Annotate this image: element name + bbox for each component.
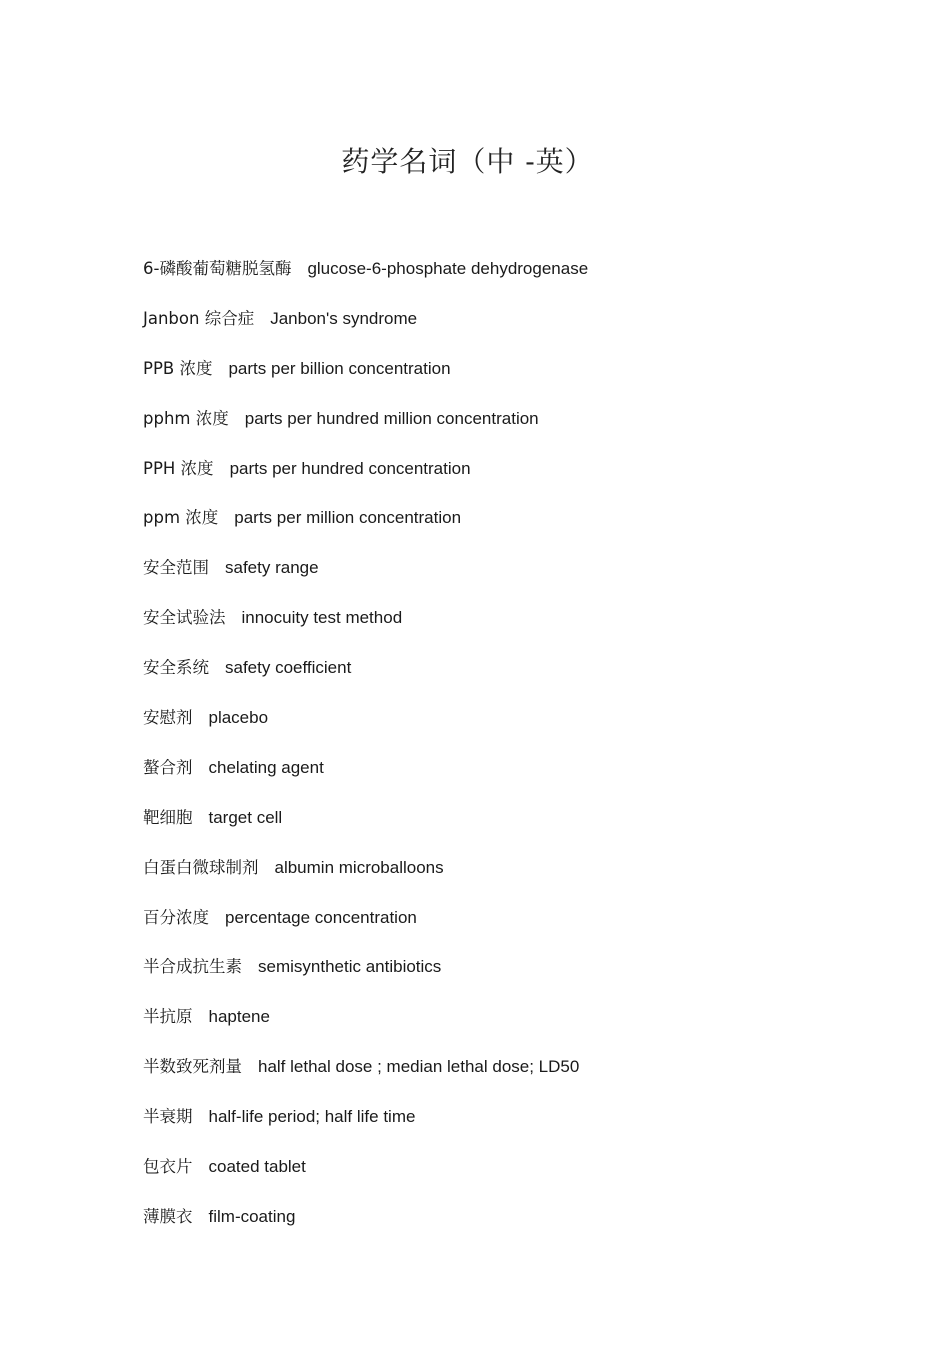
term-english: albumin microballoons [274, 857, 444, 877]
term-chinese: 螯合剂 [143, 757, 193, 777]
glossary-entry [143, 1203, 903, 1253]
glossary-entry [143, 953, 903, 1003]
term-chinese: 安慰剂 [143, 708, 193, 728]
term-english: parts per billion concentration [228, 358, 451, 378]
document-title: 药学名词（中 -英） [341, 145, 594, 178]
glossary-entry [143, 904, 903, 954]
term-chinese: 包衣片 [143, 1157, 193, 1177]
term-english: glucose-6-phosphate dehydrogenase [307, 259, 589, 278]
term-english: coated tablet [208, 1157, 306, 1177]
glossary-entry [143, 355, 903, 405]
term-english: safety range [225, 558, 319, 578]
term-english: percentage concentration [225, 907, 417, 927]
term-english: semisynthetic antibiotics [258, 957, 442, 977]
term-chinese: 半衰期 [143, 1107, 193, 1127]
glossary-entry [143, 754, 903, 804]
term-chinese: 安全系统 [143, 658, 209, 678]
glossary-entry [143, 604, 903, 654]
term-chinese: ppm 浓度 [143, 508, 219, 528]
term-english: parts per million concentration [234, 508, 462, 528]
term-chinese: 半数致死剂量 [143, 1057, 242, 1077]
glossary-entry [143, 804, 903, 854]
term-chinese: Janbon 综合症 [143, 308, 255, 328]
term-chinese: 安全范围 [143, 558, 209, 578]
term-english: half-life period; half life time [208, 1107, 416, 1127]
glossary-entry [143, 554, 903, 604]
term-chinese: 半抗原 [143, 1007, 193, 1027]
term-english: haptene [208, 1007, 270, 1027]
term-chinese: 百分浓度 [143, 907, 209, 927]
glossary-entry [143, 854, 903, 904]
term-chinese: pphm 浓度 [143, 408, 229, 428]
glossary-entry [143, 1153, 903, 1203]
term-english: film-coating [208, 1206, 296, 1226]
term-english: Janbon's syndrome [270, 308, 418, 328]
glossary-entry [143, 504, 903, 554]
glossary-entry [143, 1053, 903, 1103]
glossary-entry [143, 1103, 903, 1153]
glossary-entry [143, 305, 903, 355]
term-english: placebo [208, 708, 269, 728]
glossary-list [143, 255, 903, 1253]
glossary-entry [143, 1003, 903, 1053]
term-english: parts per hundred million concentration [244, 408, 539, 428]
term-english: chelating agent [208, 757, 324, 777]
term-english: target cell [208, 807, 283, 827]
term-chinese: 6-磷酸葡萄糖脱氢酶 [143, 259, 292, 278]
glossary-entry [143, 405, 903, 455]
term-chinese: 白蛋白微球制剂 [143, 857, 259, 877]
term-english: innocuity test method [241, 608, 403, 628]
glossary-entry [143, 654, 903, 704]
term-chinese: 薄膜衣 [143, 1206, 193, 1226]
term-chinese: PPB 浓度 [143, 358, 213, 378]
glossary-entry [143, 455, 903, 505]
glossary-entry [143, 704, 903, 754]
term-english: parts per hundred concentration [229, 458, 471, 478]
term-english: safety coefficient [225, 658, 352, 678]
term-chinese: 安全试验法 [143, 608, 226, 628]
glossary-entry [143, 255, 903, 305]
term-chinese: 靶细胞 [143, 807, 193, 827]
term-chinese: 半合成抗生素 [143, 957, 242, 977]
term-english: half lethal dose ; median lethal dose; LD50 [258, 1057, 580, 1077]
term-chinese: PPH 浓度 [143, 458, 214, 478]
